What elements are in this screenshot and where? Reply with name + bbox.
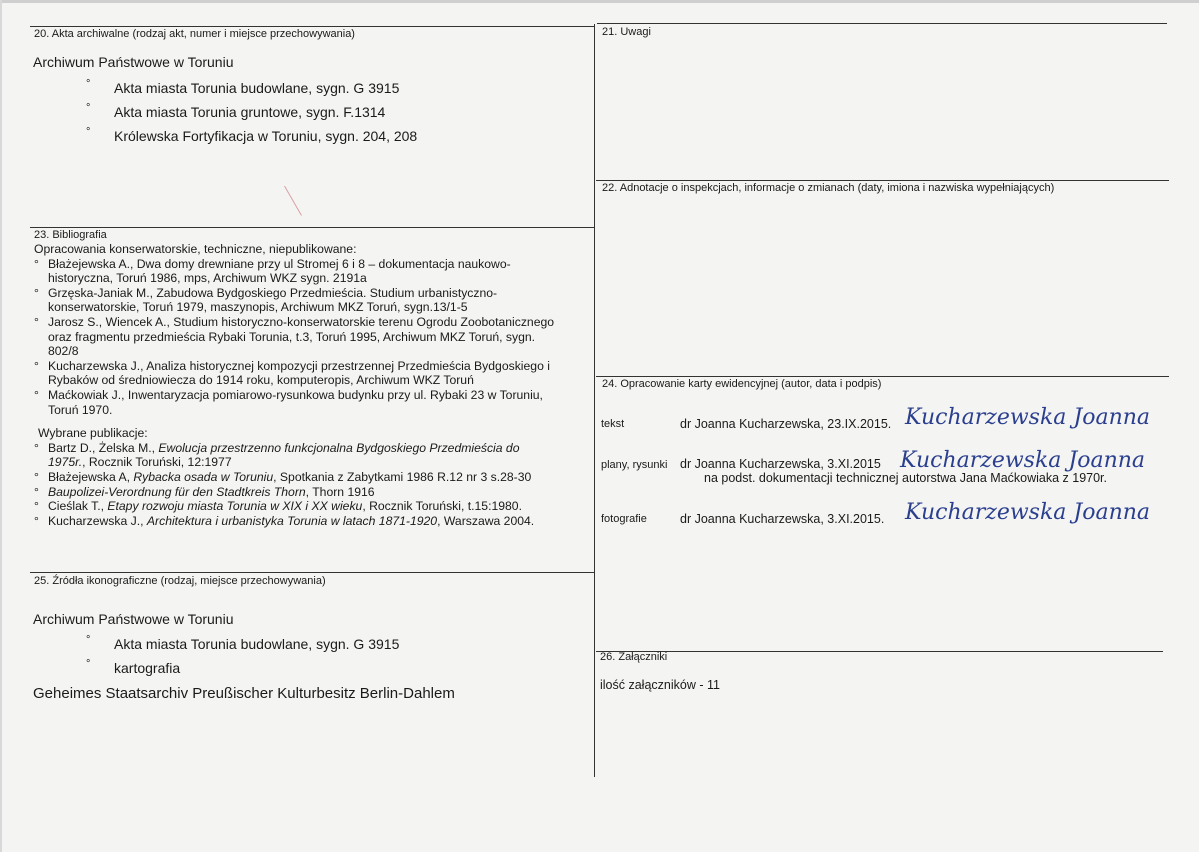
bullet-icon: ° (34, 440, 39, 455)
bullet-icon: ° (34, 469, 39, 484)
s23-bibliography (34, 229, 594, 528)
s24-plans-note: na podst. dokumentacji technicznej autorstwa Jana Maćkowiaka z 1970r. (704, 471, 1108, 485)
signature-plans: Kucharzewska Joanna (900, 448, 1146, 473)
s20-header: 20. Akta archiwalne (rodzaj akt, numer i miejsce przechowywania) (34, 28, 355, 40)
list-item: ° Grzęska-Janiak M., Zabudowa Bydgoskiego Przedmieścia. Studium urbanistyczno- konserwatorskie, Toruń 1979, maszynopis, Archiwum MKZ Toruń, sygn.13/1-5 (34, 285, 498, 315)
list-item: ° Kucharzewska J., Analiza historycznej kompozycji przestrzennej Przedmieścia Bydgoskiego i Rybaków od średniowiecza do 1914 roku, komputeropis, Archiwum WKZ Toruń (34, 358, 550, 388)
s24-label-text: tekst (601, 418, 625, 430)
s20-archive: Archiwum Państwowe w Toruniu (33, 54, 234, 70)
s24-value-plans: dr Joanna Kucharzewska, 3.XI.2015 (680, 457, 881, 471)
divider-s26 (596, 651, 1163, 652)
s23-published-heading: Wybrane publikacje: (38, 426, 148, 441)
bullet-icon: ° (86, 78, 91, 90)
s25-archive2: Geheimes Staatsarchiv Preußischer Kulturbesitz Berlin-Dahlem (33, 685, 455, 702)
list-item: ° Jarosz S., Wiencek A., Studium historyczno-konserwatorskie terenu Ogrodu Zoobotanicznego oraz fragmentu przedmieścia Rybaki Torunia, t.3, Toruń 1995, Archiwum MKZ Toruń, sygn. 802/8 (34, 314, 555, 359)
bullet-icon: ° (86, 126, 91, 138)
bullet-icon: ° (34, 484, 39, 499)
top-border-left (30, 26, 594, 27)
bullet-icon: ° (34, 513, 39, 528)
signature-photos: Kucharzewska Joanna (905, 500, 1151, 525)
s25-header: 25. Źródła ikonograficzne (rodzaj, miejsce przechowywania) (34, 575, 326, 587)
list-item: ° Błażejewska A, Rybacka osada w Toruniu, Spotkania z Zabytkami 1986 R.12 nr 3 s.28-30 (34, 469, 532, 484)
bullet-icon: ° (86, 634, 91, 646)
s25-archive: Archiwum Państwowe w Toruniu (33, 611, 234, 627)
s26-value: ilość załączników - 11 (600, 678, 720, 692)
s22-header: 22. Adnotacje o inspekcjach, informacje o zmianach (daty, imiona i nazwiska wypełniających) (602, 182, 1055, 194)
s23-unpublished-heading: Opracowania konserwatorskie, techniczne, niepublikowane: (34, 242, 357, 256)
list-item: ° Błażejewska A., Dwa domy drewniane przy ul Stromej 6 i 8 – dokumentacja naukowo- historyczna, Toruń 1986, mps, Archiwum WKZ sygn. 2191a (34, 256, 511, 286)
list-item: ° Bartz D., Żelska M., Ewolucja przestrzenno funkcjonalna Bydgoskiego Przedmieścia do 1975r., Rocznik Toruński, 12:1977 (34, 440, 520, 470)
list-item: ° Kucharzewska J., Architektura i urbanistyka Torunia w latach 1871-1920, Warszawa 2004. (34, 513, 535, 528)
divider-s22 (596, 180, 1169, 181)
record-card-page: 20. Akta archiwalne (rodzaj akt, numer i miejsce przechowywania) Archiwum Państwowe w Toruniu ° Akta miasta Torunia budowlane, sygn. G 3915 ° Akta miasta Torunia gruntowe, sygn. F.1314 ° Królewska Fortyfikacja w Toruniu, sygn. 204, 208 21. Uwagi 22. Adnotacje o inspekcjach, informacje o zmianach (daty, imiona i nazwiska wypełniających) 23. Bibliografia Opracowania konserwatorskie, techniczne, niepublikowane: ° Błażejewska A., Dwa domy drewniane przy ul Stromej 6 i 8 – dokumentacja naukowo- historyczna, Toruń 1986, mps, Archiwum WKZ sygn. 2191a ° Grzęska-Janiak M., Zabudowa Bydgoskiego Przedmieścia. Studium urbanistyczno- konserwatorskie, Toruń 1979, maszynopis, Archiwum MKZ Toruń, sygn.13/1-5 ° Jarosz S., Wiencek A., Studium historyczno-konserwatorskie terenu Ogrodu Zoobotanicznego oraz fragmentu przedmieścia Rybaki Torunia, t.3, Toruń 1995, Archiwum MKZ Toruń, sygn. 802/8 ° Kucharzewska J., Analiza historycznej kompozycji przestrzennej Przedmieścia Bydgoskiego i Rybaków od średniowiecza do 1914 roku, komputeropis, Archiwum WKZ Toruń ° Maćkowiak J., Inwentaryzacja pomiarowo-rysunkowa budynku przy ul. Rybaki 23 w Toruniu, Toruń 1970. Wybrane publikacje: ° Bartz D., Żelska M., Ewolucja przestrzenno funkcjonalna Bydgoskiego Przedmieścia do 1975r., Rocznik Toruński, 12:1977 ° Błażejewska A, Rybacka osada w Toruniu, Spotkania z Zabytkami 1986 R.12 nr 3 s.28-30 ° Baupolizei-Verordnung für den Stadtkreis Thorn, Thorn 1916 ° Cieślak T., Etapy rozwoju miasta Torunia w XIX i XX wieku, Rocznik Toruński, t.15:1980. ° Kucharzewska J., Architektura i urbanistyka Torunia w latach 1871-1920, Warszawa 2004. 24. Opracowanie karty ewidencyjnej (autor, data i podpis) tekst dr Joanna Kucharzewska, 23.IX.2015. Kucharzewska Joanna plany, rysunki dr Joanna Kucharzewska, 3.XI.2015 na podst. dokumentacji technicznej autorstwa Jana Maćkowiaka z 1970r. Kucharzewska Joanna fotografie dr Joanna Kucharzewska, 3.XI.2015. Kucharzewska Joanna 25. Źródła ikonograficzne (rodzaj, miejsce przechowywania) Archiwum Państwowe w Toruniu ° Akta miasta Torunia budowlane, sygn. G 3915 ° kartografia Geheimes Staatsarchiv Preußischer Kulturbesitz Berlin-Dahlem 26. Załączniki ilość załączników - 11 (0, 0, 1199, 852)
s21-header: 21. Uwagi (602, 26, 651, 38)
bullet-icon: ° (86, 658, 91, 670)
list-item: ° Baupolizei-Verordnung für den Stadtkreis Thorn, Thorn 1916 (34, 484, 375, 499)
divider-s25 (30, 572, 594, 573)
list-item: ° Cieślak T., Etapy rozwoju miasta Torunia w XIX i XX wieku, Rocznik Toruński, t.15:1980. (34, 499, 522, 514)
bullet-icon: ° (34, 314, 39, 329)
bullet-icon: ° (34, 499, 39, 514)
s24-header: 24. Opracowanie karty ewidencyjnej (autor, data i podpis) (602, 378, 882, 390)
bullet-icon: ° (34, 285, 39, 300)
signature-text: Kucharzewska Joanna (905, 405, 1151, 430)
divider-s24 (596, 376, 1169, 377)
s24-label-plans: plany, rysunki (601, 459, 668, 471)
center-divider (594, 24, 595, 777)
divider-s23 (30, 227, 594, 228)
bullet-icon: ° (34, 256, 39, 271)
top-border-right (597, 23, 1167, 24)
bullet-icon: ° (34, 358, 39, 373)
s24-value-text: dr Joanna Kucharzewska, 23.IX.2015. (680, 417, 892, 431)
list-item: ° Maćkowiak J., Inwentaryzacja pomiarowo-rysunkowa budynku przy ul. Rybaki 23 w Toruniu, Toruń 1970. (34, 387, 543, 417)
s23-header: 23. Bibliografia (34, 229, 107, 241)
s26-header: 26. Załączniki (600, 651, 668, 663)
bullet-icon: ° (86, 102, 91, 114)
bullet-icon: ° (34, 387, 39, 402)
pen-mark (284, 186, 302, 216)
s24-label-photos: fotografie (601, 513, 647, 525)
s24-value-photos: dr Joanna Kucharzewska, 3.XI.2015. (680, 512, 885, 526)
